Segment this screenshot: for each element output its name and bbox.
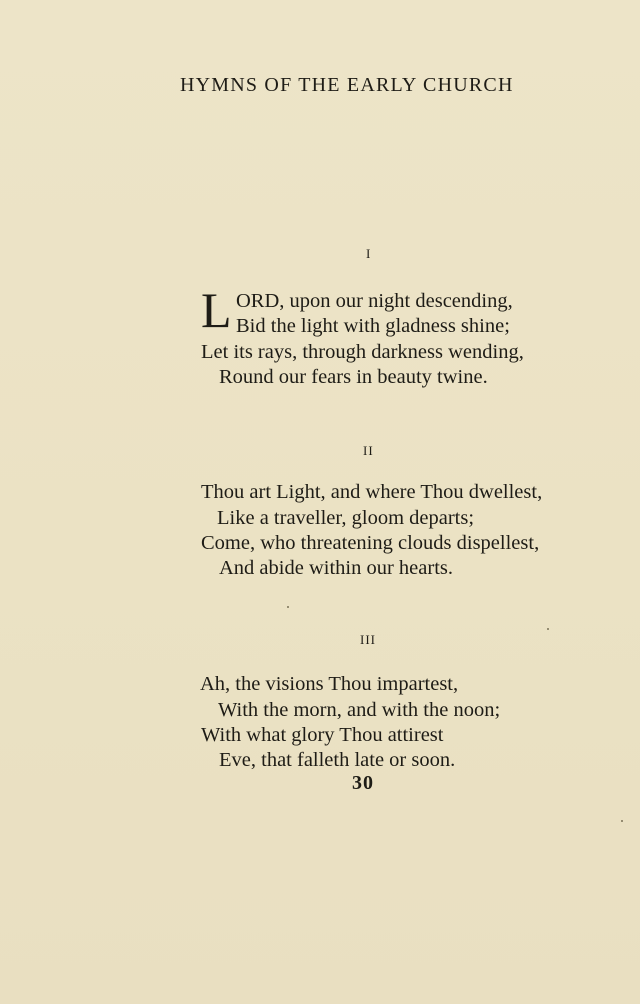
stanza-3-line-4: Eve, that falleth late or soon.	[219, 749, 456, 771]
stanza-2-line-1: Thou art Light, and where Thou dwellest,	[201, 481, 543, 503]
stanza-1-line-3: Let its rays, through darkness wending,	[201, 341, 524, 363]
stanza-numeral-3: III	[360, 632, 376, 647]
stanza-numeral-1: I	[366, 246, 372, 261]
running-head: HYMNS OF THE EARLY CHURCH	[180, 74, 514, 96]
stanza-1-line-2: Bid the light with gladness shine;	[236, 315, 510, 337]
stanza-1-line-1: ORD, upon our night descending,	[236, 290, 513, 312]
stanza-numeral-2: II	[363, 443, 374, 458]
stanza-3-line-3: With what glory Thou attirest	[201, 724, 444, 746]
stanza-2-line-4: And abide within our hearts.	[219, 557, 453, 579]
stanza-3-line-2: With the morn, and with the noon;	[218, 699, 501, 721]
stanza-2-line-2: Like a traveller, gloom departs;	[217, 507, 475, 529]
page-number: 30	[352, 772, 374, 794]
stanza-3-line-1: Ah, the visions Thou impartest,	[200, 673, 459, 695]
paper-speck	[547, 628, 549, 630]
paper-speck	[287, 606, 289, 608]
stanza-2-line-3: Come, who threatening clouds dispellest,	[201, 532, 540, 554]
stanza-1-line-4: Round our fears in beauty twine.	[219, 366, 488, 388]
drop-cap: L	[201, 282, 232, 338]
paper-speck	[621, 820, 623, 822]
